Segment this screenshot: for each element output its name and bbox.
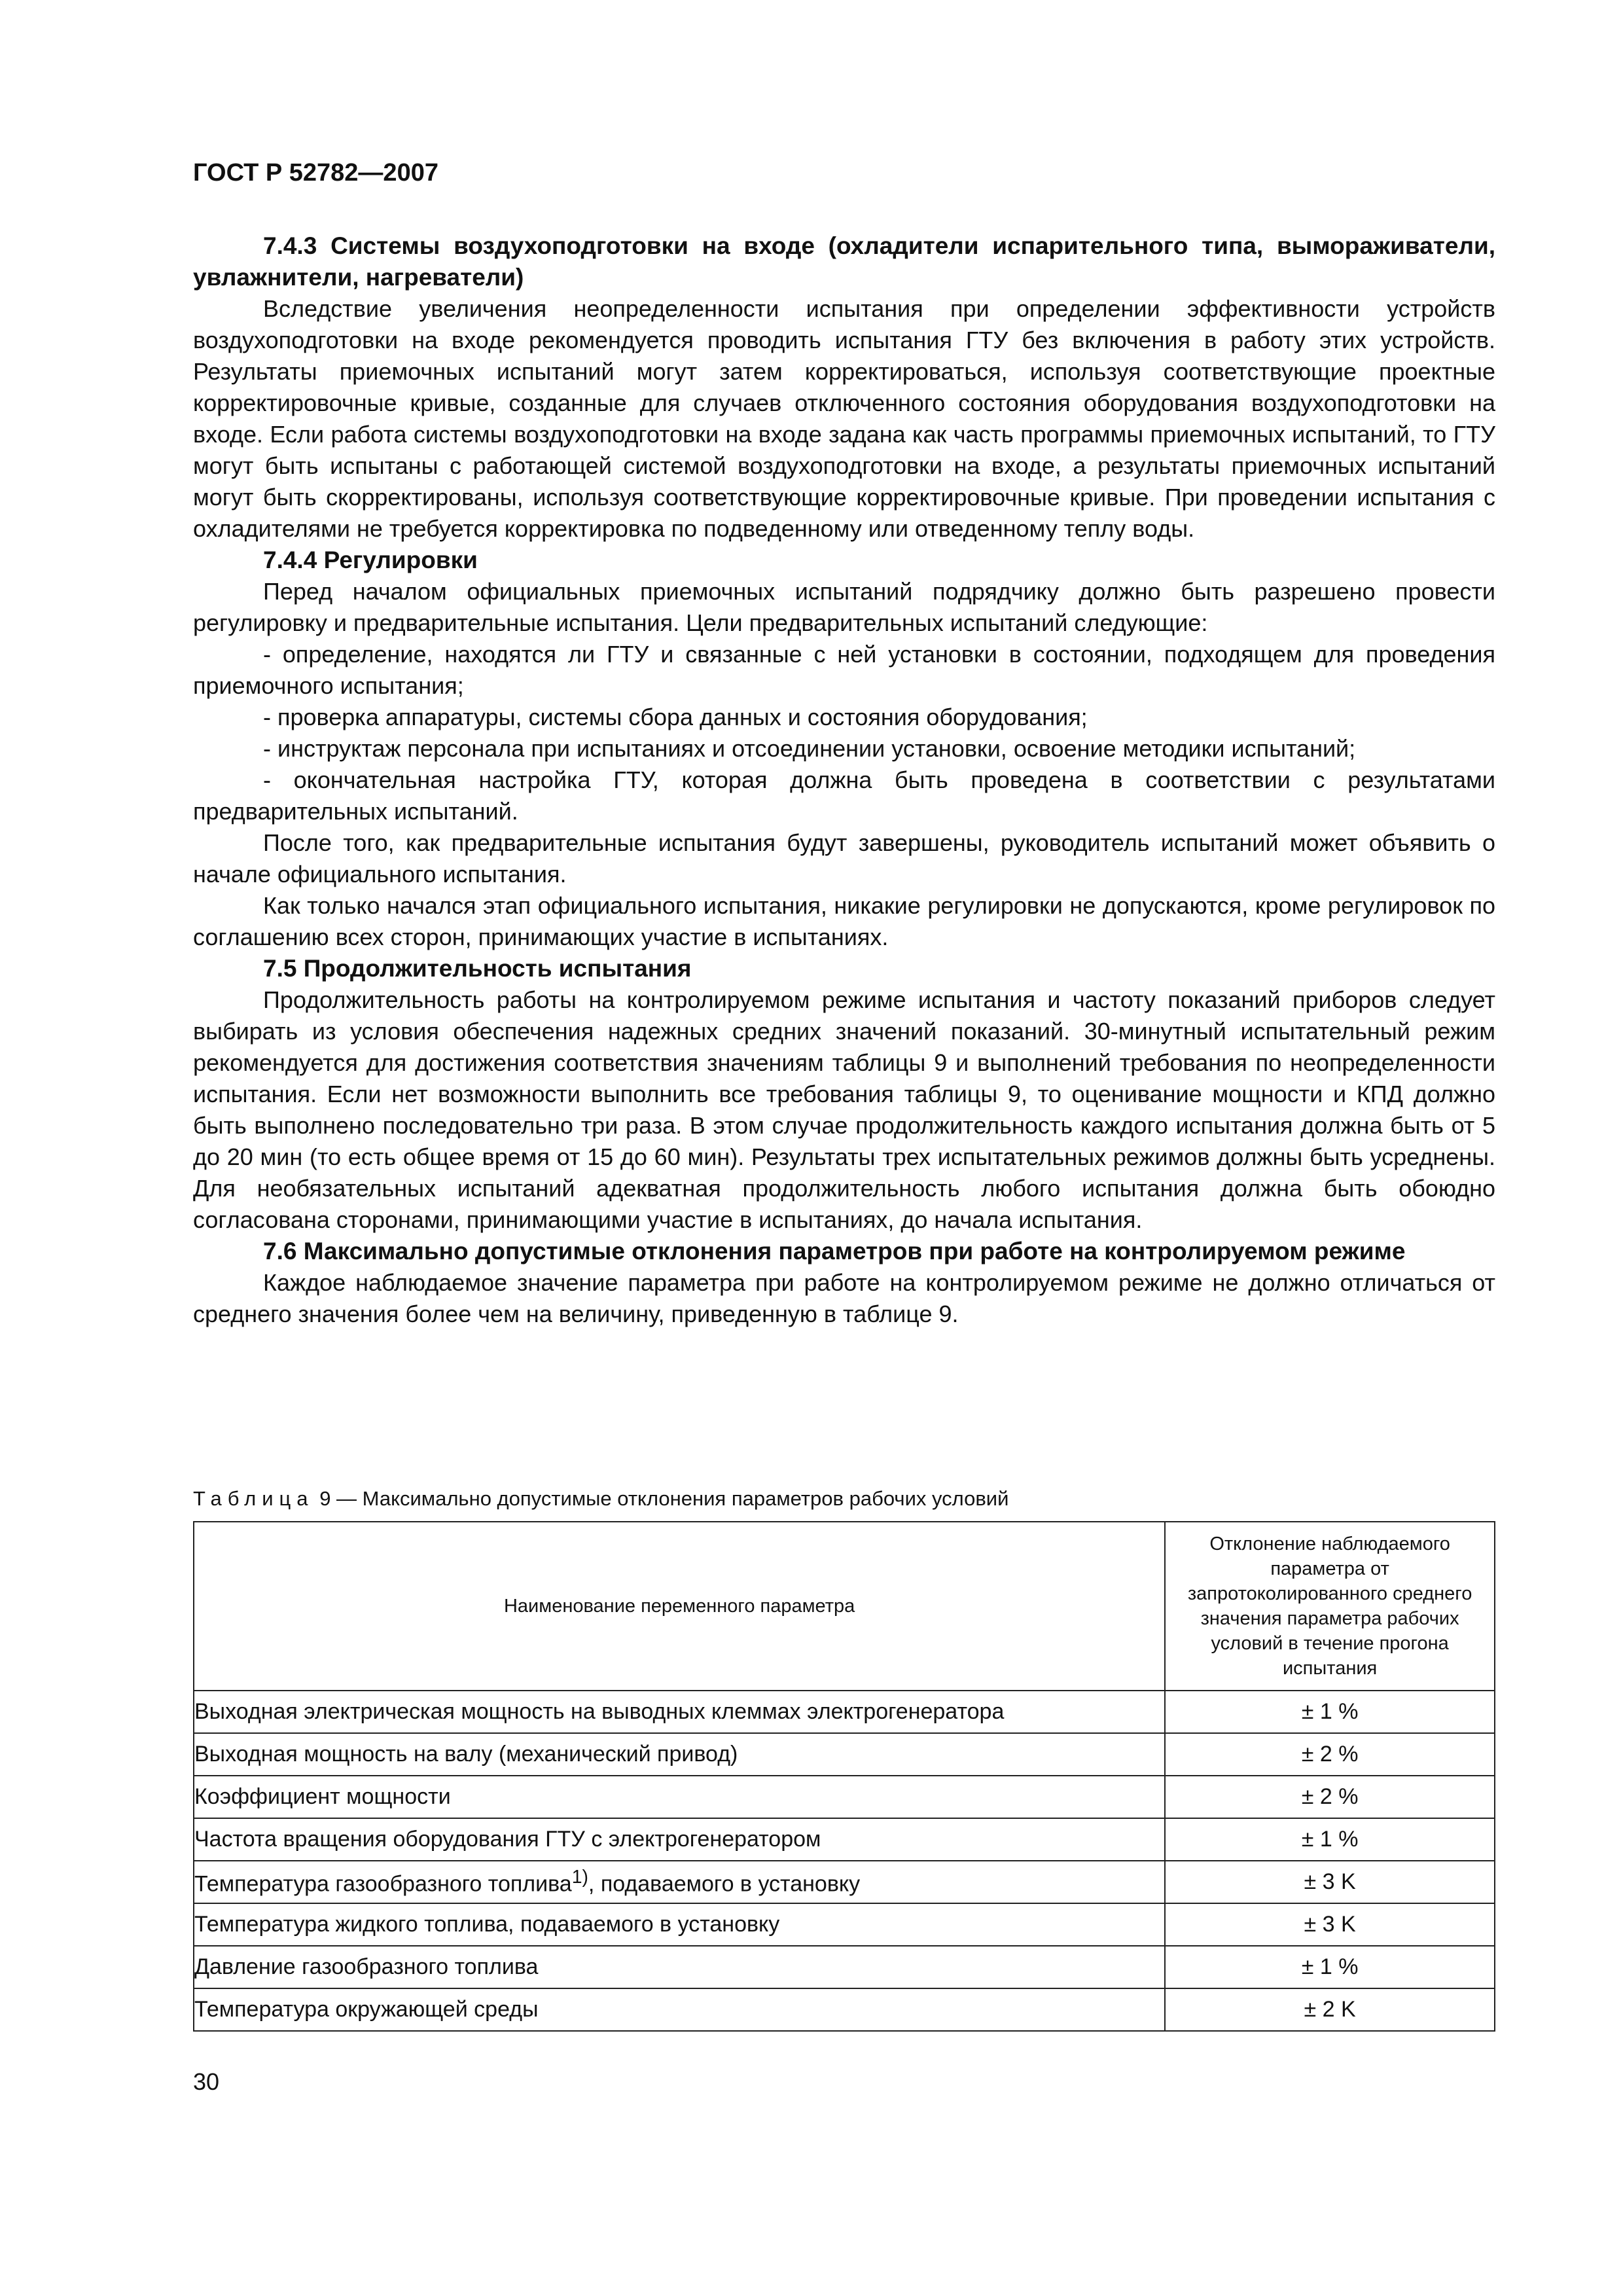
paragraph: Продолжительность работы на контролируемом режиме испытания и частоту показаний приборов следует выбирать из условия обеспечения надежных средних значений показаний. 30-минутный испытательный режим рекомендуется для достижения соответствия значениям таблицы 9 и выполнений требования по неопределенности испытания. Если нет возможности выполнить все требования таблицы 9, то оценивание мощности и КПД должно быть выполнено последовательно три раза. В этом случае продолжительность каждого испытания должна быть от 5 до 20 мин (то есть общее время от 15 до 60 мин). Результаты трех испытательных режимов должны быть усреднены. Для необязательных испытаний адекватная продолжительность любого испытания должна быть обоюдно согласована сторонами, принимающими участие в испытаниях, до начала испытания. [193,986,1495,1233]
footnote-marker: 1) [571,1867,588,1888]
parameter-deviation: ± 2 % [1165,1733,1495,1776]
section-heading-7-4-3: 7.4.3 Системы воздухоподготовки на входе (охладители испарительного типа, вымораживатели, увлажнители, нагреватели) [193,232,1495,291]
list-item: - инструктаж персонала при испытаниях и отсоединении установки, освоение методики испытаний; [263,735,1356,762]
table-caption-label: Таблица [193,1487,314,1510]
document-page [193,0,1495,2296]
section-heading-7-6: 7.6 Максимально допустимые отклонения параметров при работе на контролируемом режиме [263,1238,1406,1265]
table-caption [193,1487,1008,1511]
table-caption-text: 9 — Максимально допустимые отклонения параметров рабочих условий [319,1487,1009,1510]
body-text [193,230,1495,1330]
parameter-deviation: ± 3 K [1165,1861,1495,1903]
table-row [194,1691,1495,1733]
paragraph: Как только начался этап официального испытания, никакие регулировки не допускаются, кроме регулировок по соглашению всех сторон, принимающих участие в испытаниях. [193,892,1495,950]
paragraph: Вследствие увеличения неопределенности испытания при определении эффективности устройств воздухоподготовки на входе рекомендуется проводить испытания ГТУ без включения в работу этих устройств. Результаты приемочных испытаний могут затем корректироваться, используя соответствующие проектные корректировочные кривые, созданные для случаев отключенного состояния оборудования воздухоподготовки на входе. Если работа системы воздухоподготовки на входе задана как часть программы приемочных испытаний, то ГТУ могут быть испытаны с работающей системой воздухоподготовки на входе, а результаты приемочных испытаний могут быть скорректированы, используя соответствующие корректировочные кривые. При проведении испытания с охладителями не требуется корректировка по подведенному или отведенному теплу воды. [193,295,1495,542]
section-heading-7-5: 7.5 Продолжительность испытания [263,955,692,982]
section-heading-7-4-4: 7.4.4 Регулировки [263,547,478,573]
table-row [194,1776,1495,1818]
table-row [194,1861,1495,1903]
table-header-row [194,1522,1495,1691]
column-header-deviation [1165,1522,1495,1691]
parameter-name: Частота вращения оборудования ГТУ с электрогенератором [194,1818,1165,1861]
list-item: - проверка аппаратуры, системы сбора данных и состояния оборудования; [263,704,1088,730]
paragraph: Перед началом официальных приемочных испытаний подрядчику должно быть разрешено провести регулировку и предварительные испытания. Цели предварительных испытаний следующие: [193,578,1495,636]
table-row [194,1988,1495,2031]
parameter-name: Давление газообразного топлива [194,1946,1165,1988]
parameter-deviation: ± 1 % [1165,1818,1495,1861]
parameter-name: Выходная электрическая мощность на выводных клеммах электрогенератора [194,1691,1165,1733]
table-row [194,1733,1495,1776]
table-row [194,1903,1495,1946]
document-code: ГОСТ Р 52782—2007 [193,159,438,187]
parameter-name: Температура окружающей среды [194,1988,1165,2031]
list-item: - определение, находятся ли ГТУ и связанные с ней установки в состоянии, подходящем для проведения приемочного испытания; [193,641,1495,699]
paragraph: После того, как предварительные испытания будут завершены, руководитель испытаний может объявить о начале официального испытания. [193,829,1495,888]
parameter-name: Температура жидкого топлива, подаваемого в установку [194,1903,1165,1946]
parameter-name-text: Температура газообразного топлива [194,1871,572,1897]
table-row [194,1946,1495,1988]
list-item: - окончательная настройка ГТУ, которая должна быть проведена в соответствии с результатами предварительных испытаний. [193,766,1495,825]
parameter-name-suffix: , подаваемого в установку [588,1871,861,1897]
parameter-deviation: ± 3 K [1165,1903,1495,1946]
parameter-name [194,1861,1165,1903]
column-header-name: Наименование переменного параметра [194,1522,1165,1691]
parameter-name: Выходная мощность на валу (механический привод) [194,1733,1165,1776]
page-number: 30 [193,2068,220,2095]
parameter-deviation: ± 2 % [1165,1776,1495,1818]
parameter-name: Коэффициент мощности [194,1776,1165,1818]
parameters-table [193,1521,1495,2032]
parameter-deviation: ± 2 K [1165,1988,1495,2031]
column-header-deviation-text: Отклонение наблюдаемого параметра от запротоколированного среднего значения параметра рабочих условий в течение прогона испытания [1187,1534,1472,1679]
paragraph: Каждое наблюдаемое значение параметра при работе на контролируемом режиме не должно отличаться от среднего значения более чем на величину, приведенную в таблице 9. [193,1269,1495,1327]
parameter-deviation: ± 1 % [1165,1691,1495,1733]
parameter-deviation: ± 1 % [1165,1946,1495,1988]
table-row [194,1818,1495,1861]
